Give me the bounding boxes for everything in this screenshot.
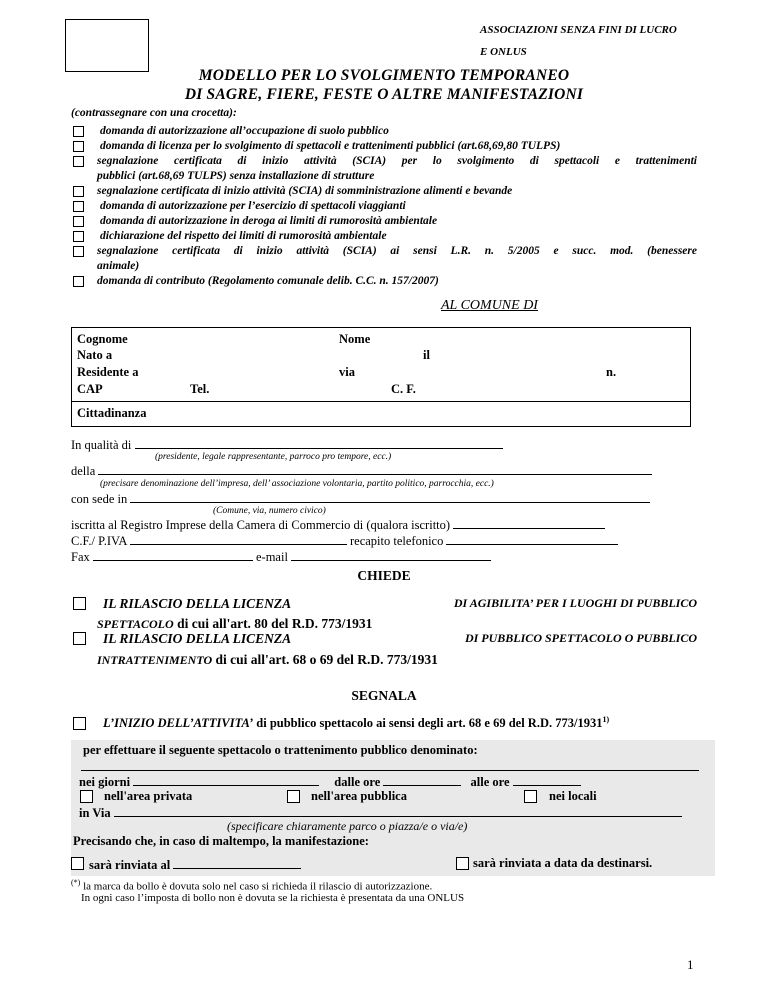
recapito-field[interactable] (446, 532, 618, 545)
via-label: via (339, 365, 355, 379)
option-checkbox[interactable] (73, 276, 84, 287)
area-privata-label: nell'area privata (104, 789, 193, 803)
giorni-label: nei giorni (79, 775, 131, 789)
rinviata-al-label: sarà rinviata al (89, 858, 171, 872)
option-label: domanda di contributo (Regolamento comunale delib. C.C. n. 157/2007) (97, 275, 439, 287)
camera-commercio-field[interactable] (453, 516, 605, 529)
in-qualita-label: In qualità di (71, 438, 132, 452)
option-checkbox[interactable] (73, 156, 84, 167)
option-label: domanda di licenza per lo svolgimento di spettacoli e trattenimenti pubblici (art.68,69,80 TULPS) (100, 140, 561, 152)
alle-field[interactable] (513, 773, 581, 786)
option-checkbox[interactable] (73, 126, 84, 137)
della-field[interactable] (98, 462, 652, 475)
nome-label: Nome (339, 332, 371, 346)
rinviata-al-row (89, 856, 301, 873)
agibilita-line-1 (103, 593, 697, 614)
recapito-label: recapito telefonico (350, 534, 444, 548)
il-label: il (423, 348, 430, 362)
con-sede-hint: (Comune, via, numero civico) (213, 506, 326, 516)
civic-number-label: n. (606, 365, 617, 379)
dalle-field[interactable] (383, 773, 461, 786)
segnala-text (103, 715, 609, 731)
option-checkbox[interactable] (73, 216, 84, 227)
fax-field[interactable] (93, 548, 253, 561)
org-line-1: ASSOCIAZIONI SENZA FINI DI LUCRO (480, 24, 677, 36)
option-row (73, 139, 697, 154)
codice-fiscale-label: C. F. (391, 382, 416, 396)
option-row (73, 229, 697, 244)
segnala-inizio: L’INIZIO DELL’ATTIVITA’ (103, 716, 254, 731)
fax-row (71, 548, 491, 565)
event-name-field[interactable] (81, 770, 699, 771)
con-sede-row (71, 490, 650, 507)
locali-checkbox[interactable] (524, 790, 537, 803)
cognome-label: Cognome (77, 332, 128, 346)
in-qualita-hint: (presidente, legale rappresentante, parroco pro tempore, ecc.) (155, 452, 392, 462)
intrattenimento-reference: di cui all'art. 68 o 69 del R.D. 773/1931 (212, 652, 438, 667)
cf-piva-label: C.F./ P.IVA (71, 534, 127, 548)
giorni-field[interactable] (133, 773, 319, 786)
rinviata-data-checkbox[interactable] (456, 857, 469, 870)
option-label: segnalazione certificata di inizio attività (SCIA) per lo svolgimento di spettacoli e trattenimenti (97, 155, 697, 167)
cf-piva-field[interactable] (130, 532, 347, 545)
cittadinanza-label: Cittadinanza (77, 406, 147, 420)
option-row (73, 244, 697, 274)
agibilita-rest: DI AGIBILITA’ PER I LUOGHI DI PUBBLICO (453, 596, 697, 610)
agibilita-reference: di cui all'art. 80 del R.D. 773/1931 (173, 616, 373, 631)
option-checkbox[interactable] (73, 186, 84, 197)
della-hint: (precisare denominazione dell’impresa, dell’ associazione volontaria, partito politico, parrocchia, ecc.) (100, 479, 494, 489)
option-row (73, 154, 697, 184)
segnala-reference: di pubblico spettacolo ai sensi degli art. 68 e 69 del R.D. 773/1931 (253, 716, 603, 731)
option-checkbox[interactable] (73, 231, 84, 242)
cf-piva-row (71, 532, 618, 549)
alle-label: alle ore (470, 775, 510, 789)
footnote-text-1: la marca da bollo è dovuta solo nel caso si richieda il rilascio di autorizzazione. (80, 880, 433, 893)
dalle-label: dalle ore (334, 775, 381, 789)
pubblico-spettacolo-line-1 (103, 628, 697, 649)
pubblico-spettacolo-checkbox[interactable] (73, 632, 86, 645)
event-dates-row (79, 773, 581, 790)
con-sede-label: con sede in (71, 492, 128, 506)
area-privata-checkbox[interactable] (80, 790, 93, 803)
fax-label: Fax (71, 550, 90, 564)
rinviata-al-field[interactable] (173, 856, 301, 869)
pubblico-spettacolo-rest: DI PUBBLICO SPETTACOLO O PUBBLICO (464, 631, 697, 645)
agibilita-checkbox[interactable] (73, 597, 86, 610)
option-row (73, 184, 697, 199)
chiede-heading: CHIEDE (357, 568, 411, 583)
option-row (73, 124, 697, 139)
addressee: AL COMUNE DI (441, 298, 538, 313)
option-label-continued: animale) (97, 260, 140, 272)
email-label: e-mail (256, 550, 288, 564)
option-checkbox[interactable] (73, 141, 84, 152)
applicant-data-box (71, 327, 691, 427)
event-intro: per effettuare il seguente spettacolo o trattenimento pubblico denominato: (83, 743, 478, 757)
agibilita-spettacolo: SPETTACOLO (97, 617, 174, 631)
della-label: della (71, 464, 96, 478)
segnala-heading: SEGNALA (351, 688, 417, 703)
options-list (73, 124, 697, 289)
option-row (73, 274, 697, 289)
option-row (73, 199, 697, 214)
iscritta-row (71, 516, 605, 533)
form-title-line-1: MODELLO PER LO SVOLGIMENTO TEMPORANEO (198, 67, 570, 84)
pubblico-spettacolo-caps: IL RILASCIO DELLA LICENZA (103, 631, 292, 646)
agibilita-caps: IL RILASCIO DELLA LICENZA (103, 596, 292, 611)
cap-label: CAP (77, 382, 103, 396)
intrattenimento: INTRATTENIMENTO (97, 653, 213, 667)
tel-label: Tel. (190, 382, 210, 396)
in-qualita-row (71, 436, 503, 453)
rinviata-al-checkbox[interactable] (71, 857, 84, 870)
in-qualita-field[interactable] (135, 436, 503, 449)
footnote-mark: (*) (71, 878, 81, 887)
via-hint: (specificare chiaramente parco o piazza/e o via/e) (227, 819, 468, 833)
revenue-stamp-box (65, 19, 149, 72)
segnala-checkbox[interactable] (73, 717, 86, 730)
residente-label: Residente a (77, 365, 139, 379)
option-label: segnalazione certificata di inizio attività (SCIA) di somministrazione alimenti e bevande (97, 185, 513, 197)
area-pubblica-checkbox[interactable] (287, 790, 300, 803)
option-label: domanda di autorizzazione in deroga ai limiti di rumorosità ambientale (100, 215, 438, 227)
footnote-line-1 (71, 878, 432, 893)
event-via-field[interactable] (114, 804, 682, 817)
segnala-footnote-mark: 1) (602, 715, 610, 724)
org-line-2: E ONLUS (480, 46, 527, 58)
option-label: domanda di autorizzazione per l’esercizio di spettacoli viaggianti (100, 200, 406, 212)
option-row (73, 214, 697, 229)
option-checkbox[interactable] (73, 246, 84, 257)
nato-a-label: Nato a (77, 348, 113, 362)
option-label: dichiarazione del rispetto dei limiti di rumorosità ambientale (100, 230, 387, 242)
form-title-line-2: DI SAGRE, FIERE, FESTE O ALTRE MANIFESTAZIONI (184, 86, 584, 103)
della-row (71, 462, 652, 479)
pubblico-spettacolo-line-2 (97, 649, 438, 671)
option-label: domanda di autorizzazione all’occupazione di suolo pubblico (100, 125, 389, 137)
box-divider (72, 401, 690, 402)
footnote-line-2: In ogni caso l’imposta di bollo non è dovuta se la richiesta è presentata da una ONLUS (81, 892, 465, 904)
locali-label: nei locali (549, 789, 597, 803)
in-via-label: in Via (79, 806, 111, 820)
event-section (71, 740, 715, 876)
instruction-text: (contrassegnare con una crocetta): (71, 107, 237, 119)
iscritta-label: iscritta al Registro Imprese della Camera di Commercio di (qualora iscritto) (71, 518, 451, 532)
area-pubblica-label: nell'area pubblica (311, 789, 407, 803)
page-number: 1 (687, 957, 694, 972)
con-sede-field[interactable] (130, 490, 650, 503)
option-label: segnalazione certificata di inizio attività (SCIA) ai sensi L.R. n. 5/2005 e succ. mod. (benessere (97, 245, 697, 257)
email-field[interactable] (291, 548, 491, 561)
option-checkbox[interactable] (73, 201, 84, 212)
rinviata-data-label: sarà rinviata a data da destinarsi. (473, 856, 653, 870)
maltempo-text: Precisando che, in caso di maltempo, la manifestazione: (73, 834, 369, 848)
option-label-continued: pubblici (art.68,69 TULPS) senza installazione di strutture (97, 170, 375, 182)
